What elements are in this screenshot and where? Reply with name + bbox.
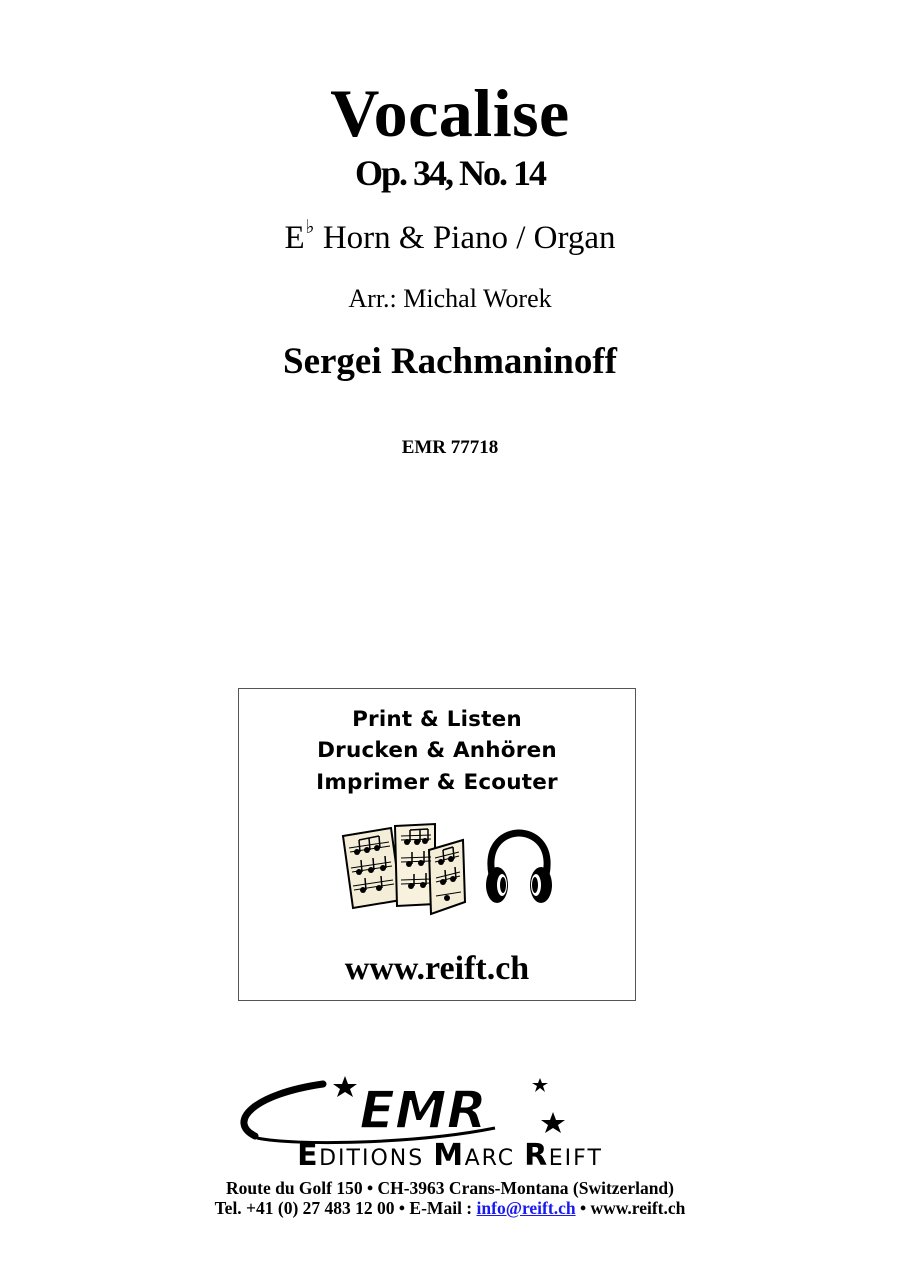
promo-line-de: Drucken & Anhören [317,738,557,763]
publisher-name-part: EIFT [548,1146,603,1171]
arranger: Arr.: Michal Worek [348,284,552,313]
publisher-name-part: ARC [464,1146,525,1171]
instrumentation-text: Horn & Piano / Organ [314,220,616,256]
promo-line-en: Print & Listen [352,707,522,732]
website-text: • www.reift.ch [575,1198,686,1218]
promo-line-fr: Imprimer & Ecouter [316,770,558,795]
publisher-name [0,1138,900,1173]
telephone-text: Tel. +41 (0) 27 483 12 00 • E-Mail : [214,1198,477,1218]
publisher-name-part: R [524,1138,549,1173]
opus-number: Op. 34, No. 14 [354,153,546,193]
email-link[interactable]: info@reift.ch [476,1198,576,1218]
print-listen-box [238,688,636,1001]
piece-title: Vocalise [330,75,570,151]
composer: Sergei Rachmaninoff [283,341,617,382]
emr-logo-icon [235,1074,580,1146]
emr-logo-letters: EMR [359,1081,487,1141]
publisher-name-part: M [433,1138,465,1173]
headphones-icon [484,829,554,907]
key-letter: E [284,220,305,256]
music-sheets-icon [339,822,469,917]
instrumentation [0,217,900,257]
address-line: Route du Golf 150 • CH-3963 Crans-Montana (Switzerland) [226,1178,674,1198]
contact-line [0,1198,900,1219]
publisher-name-part: E [297,1138,320,1173]
catalog-code: EMR 77718 [401,437,499,458]
promo-website-link[interactable]: www.reift.ch [344,950,530,987]
publisher-name-part: DITIONS [319,1146,434,1171]
flat-symbol: ♭ [305,217,315,238]
